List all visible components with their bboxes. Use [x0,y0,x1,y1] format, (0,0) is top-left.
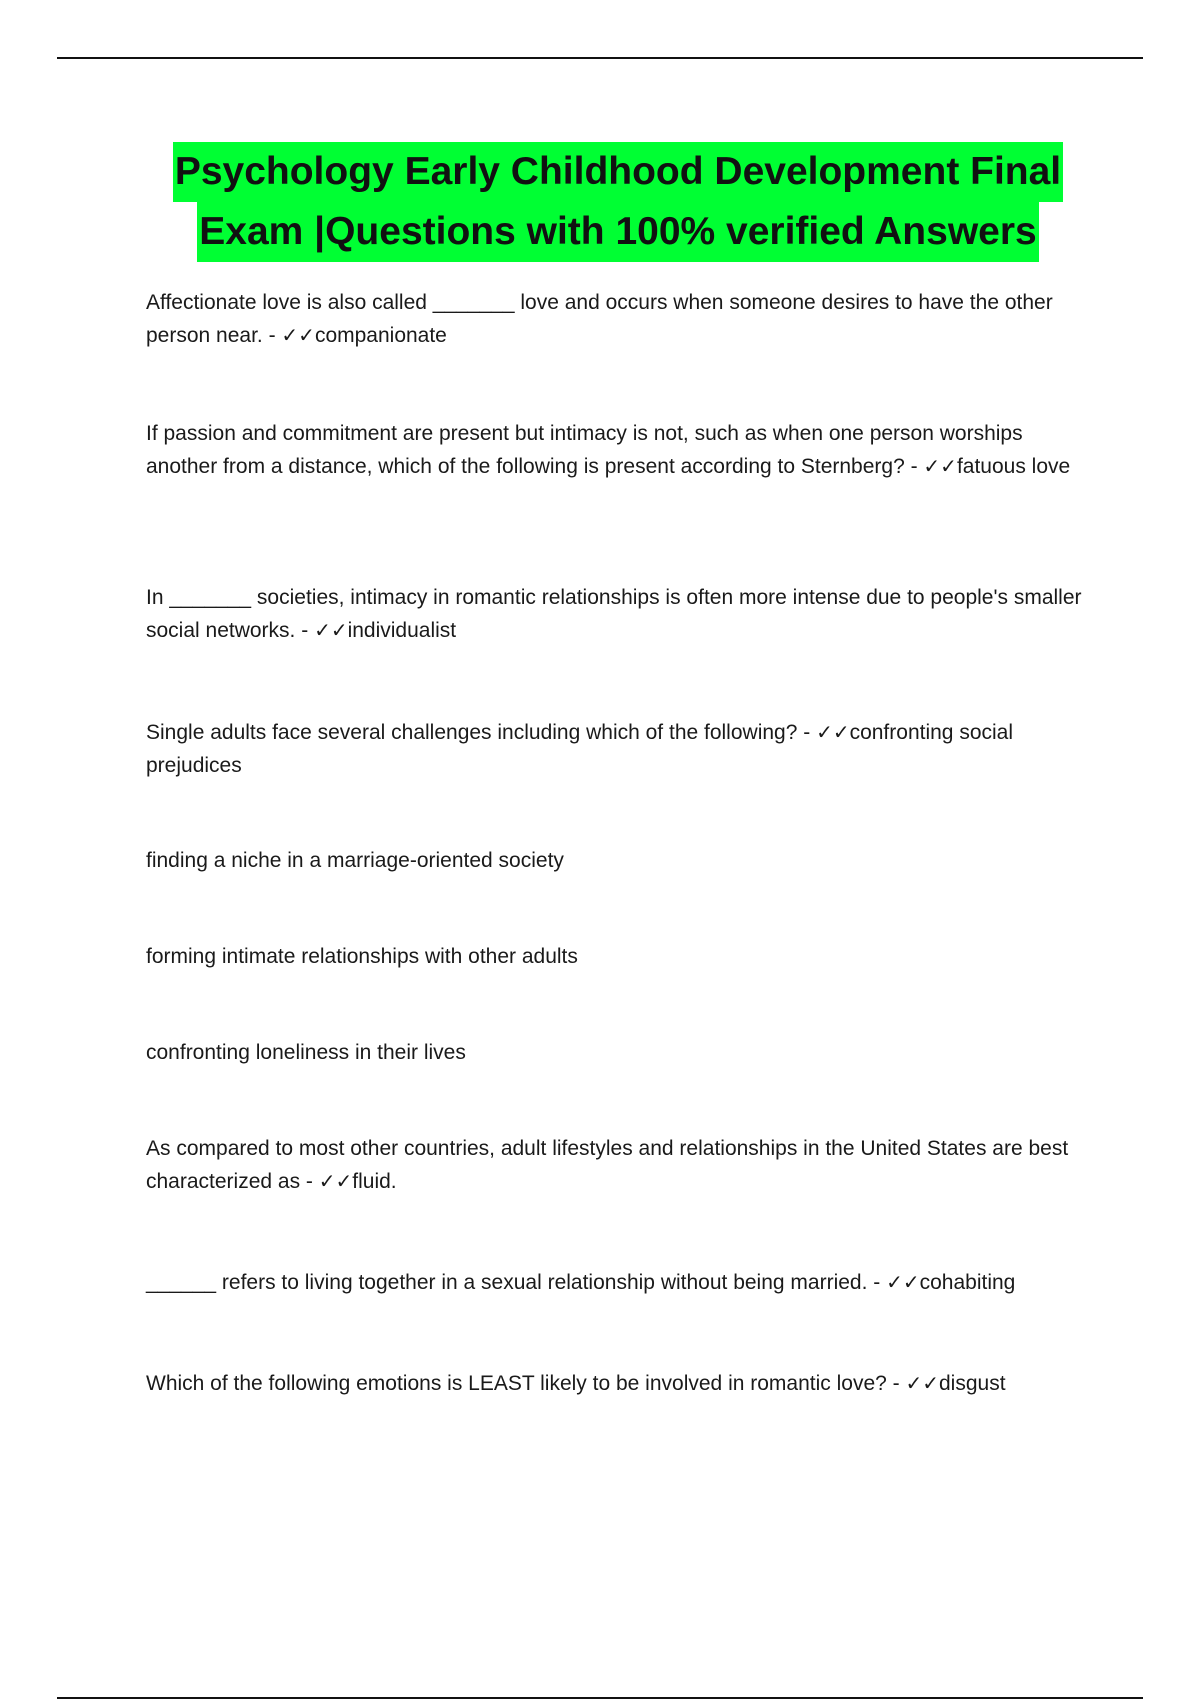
question-text: Single adults face several challenges including which of the following? - [146,721,817,744]
answer-text: confronting social prejudices [146,721,1014,777]
option-text: finding a niche in a marriage-oriented society [146,849,564,872]
question-text: If passion and commitment are present but intimacy is not, such as when one person worships another from a distance, which of the following is present according to Sternberg? - [146,422,1023,478]
answer-text: fluid. [352,1170,397,1193]
top-rule [57,57,1143,59]
option-text: forming intimate relationships with other adults [146,945,578,968]
qa-entry-1 [146,286,1096,352]
option-line-2 [146,940,1096,973]
qa-entry-6 [146,1266,1096,1299]
title-line-2: Exam |Questions with 100% verified Answers [197,202,1038,262]
qa-entry-4 [146,716,1096,782]
answer-text: companionate [314,324,447,347]
answer-text: cohabiting [919,1271,1016,1294]
question-text: As compared to most other countries, adult lifestyles and relationships in the United States are best characterized as - [146,1137,1069,1193]
answer-text: individualist [347,619,457,642]
document-title [140,142,1096,262]
check-mark-icon: ✓✓ [318,1169,353,1193]
check-mark-icon: ✓✓ [281,323,315,347]
question-text: Affectionate love is also called _______ love and occurs when someone desires to have the other person near. - [146,291,1053,347]
check-mark-icon: ✓✓ [905,1371,939,1395]
answer-text: fatuous love [956,455,1071,478]
qa-entry-7 [146,1367,1096,1400]
check-mark-icon: ✓✓ [314,618,348,642]
question-text: ______ refers to living together in a sexual relationship without being married. - [146,1271,887,1294]
title-line-1: Psychology Early Childhood Development Final [173,142,1063,202]
qa-entry-2 [146,417,1096,483]
option-line-1 [146,844,1096,877]
question-text: In _______ societies, intimacy in romantic relationships is often more intense due to people's smaller social networks. - [146,586,1082,642]
check-mark-icon: ✓✓ [816,720,850,744]
bottom-rule [57,1697,1143,1699]
qa-entry-3 [146,581,1096,647]
check-mark-icon: ✓✓ [886,1270,920,1294]
option-text: confronting loneliness in their lives [146,1041,466,1064]
option-line-3 [146,1036,1096,1069]
check-mark-icon: ✓✓ [923,454,957,478]
answer-text: disgust [938,1372,1006,1395]
qa-entry-5 [146,1132,1096,1198]
question-text: Which of the following emotions is LEAST likely to be involved in romantic love? - [146,1372,906,1395]
